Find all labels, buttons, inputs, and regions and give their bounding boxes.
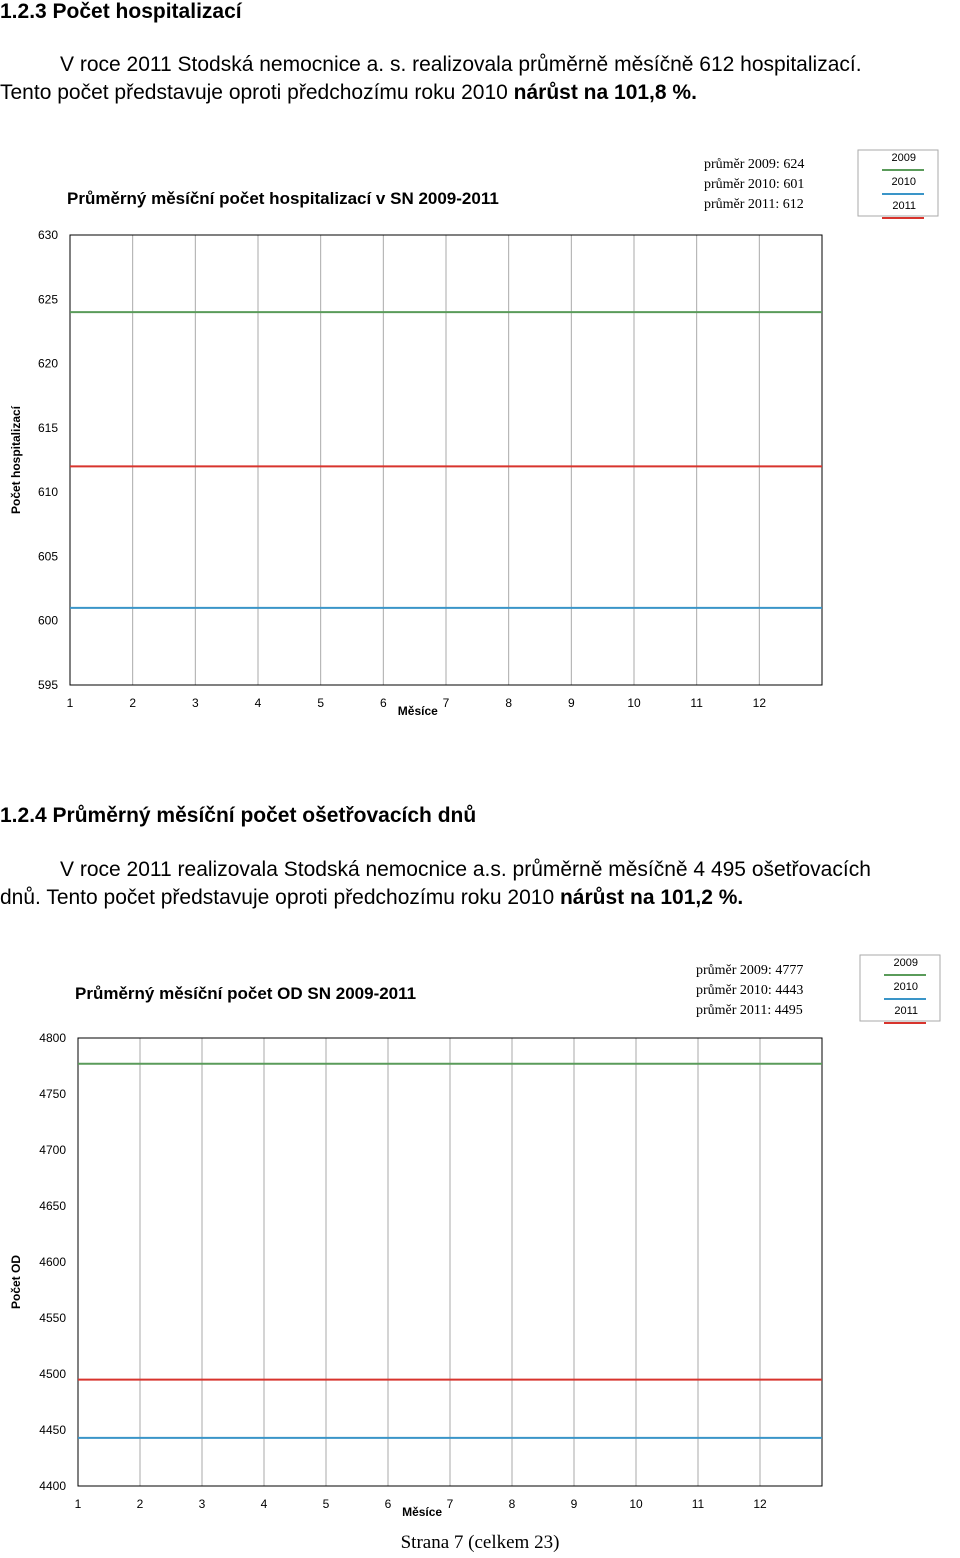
x-axis-label: Měsíce — [397, 704, 438, 718]
chart-title: Průměrný měsíční počet hospitalizací v SN 2009-2011 — [67, 189, 499, 208]
section-heading-care-days: 1.2.4 Průměrný měsíční počet ošetřovacích dnů — [0, 804, 477, 827]
average-label: průměr 2009: 4777 — [696, 963, 804, 978]
paragraph-line: V roce 2011 realizovala Stodská nemocnice a.s. průměrně měsíčně 4 495 ošetřovacích — [60, 858, 871, 881]
average-label: průměr 2009: 624 — [704, 157, 805, 172]
y-tick-label: 4550 — [39, 1311, 66, 1325]
chart-title: Průměrný měsíční počet OD SN 2009-2011 — [75, 984, 417, 1003]
y-tick-label: 4700 — [39, 1143, 66, 1157]
chart-hospitalizations — [0, 140, 960, 730]
x-tick-label: 2 — [129, 696, 137, 710]
y-tick-label: 625 — [37, 292, 58, 307]
page-footer: Strana 7 (celkem 23) — [400, 1532, 560, 1553]
paragraph-line: V roce 2011 Stodská nemocnice a. s. realizovala průměrně měsíčně 612 hospitalizací. — [60, 53, 862, 76]
average-label: průměr 2010: 4443 — [696, 983, 804, 998]
legend-label: 2010 — [891, 176, 916, 188]
x-axis-label: Měsíce — [402, 1505, 443, 1519]
x-tick-label: 10 — [629, 1497, 643, 1511]
x-tick-label: 6 — [384, 1497, 392, 1511]
y-tick-label: 615 — [37, 420, 58, 435]
y-axis-label: Počet OD — [9, 1254, 23, 1310]
y-tick-label: 4400 — [39, 1479, 66, 1493]
legend-label: 2009 — [891, 152, 916, 164]
y-tick-label: 4600 — [39, 1255, 66, 1269]
x-tick-label: 11 — [691, 1497, 705, 1511]
y-tick-label: 600 — [37, 613, 58, 628]
legend-label: 2011 — [894, 1005, 918, 1017]
x-tick-label: 2 — [136, 1497, 144, 1511]
x-tick-label: 5 — [322, 1497, 330, 1511]
y-tick-label: 610 — [37, 485, 58, 500]
x-tick-label: 7 — [442, 696, 450, 710]
average-label: průměr 2011: 612 — [704, 197, 804, 212]
x-tick-label: 8 — [505, 696, 513, 710]
paragraph-line: Tento počet představuje oproti předchozímu roku 2010 nárůst na 101,8 %. — [0, 81, 697, 104]
x-tick-label: 12 — [752, 696, 767, 710]
x-tick-label: 7 — [446, 1497, 454, 1511]
y-tick-label: 4750 — [39, 1087, 66, 1101]
x-tick-label: 1 — [74, 1497, 82, 1511]
section-heading-hospitalizations: 1.2.3 Počet hospitalizací — [0, 0, 242, 23]
legend-label: 2010 — [893, 981, 918, 993]
x-tick-label: 6 — [379, 696, 387, 710]
paragraph-line: dnů. Tento počet představuje oproti předchozímu roku 2010 nárůst na 101,2 %. — [0, 886, 744, 909]
average-label: průměr 2010: 601 — [704, 177, 805, 192]
x-tick-label: 3 — [191, 696, 199, 710]
x-tick-label: 9 — [570, 1497, 578, 1511]
x-tick-label: 12 — [753, 1497, 767, 1511]
x-tick-label: 4 — [260, 1497, 268, 1511]
legend-label: 2011 — [892, 200, 916, 212]
x-tick-label: 5 — [317, 696, 325, 710]
y-tick-label: 4650 — [39, 1199, 66, 1213]
x-tick-label: 10 — [627, 696, 641, 710]
y-tick-label: 4500 — [39, 1367, 66, 1381]
y-tick-label: 4800 — [39, 1031, 66, 1045]
y-tick-label: 4450 — [39, 1423, 66, 1437]
x-tick-label: 1 — [66, 696, 74, 710]
y-tick-label: 605 — [37, 549, 58, 564]
highlight-text: nárůst na 101,2 %. — [559, 886, 744, 909]
y-tick-label: 620 — [37, 356, 58, 371]
average-label: průměr 2011: 4495 — [696, 1003, 803, 1018]
y-axis-label: Počet hospitalizací — [9, 405, 23, 515]
x-tick-label: 4 — [254, 696, 262, 710]
highlight-text: nárůst na 101,8 %. — [513, 81, 697, 104]
y-tick-label: 630 — [37, 228, 58, 242]
x-tick-label: 9 — [567, 696, 575, 710]
x-tick-label: 11 — [690, 696, 703, 710]
x-tick-label: 3 — [198, 1497, 206, 1511]
chart-care-days — [0, 950, 960, 1530]
legend-label: 2009 — [893, 957, 918, 969]
x-tick-label: 8 — [508, 1497, 516, 1511]
y-tick-label: 595 — [37, 678, 58, 692]
